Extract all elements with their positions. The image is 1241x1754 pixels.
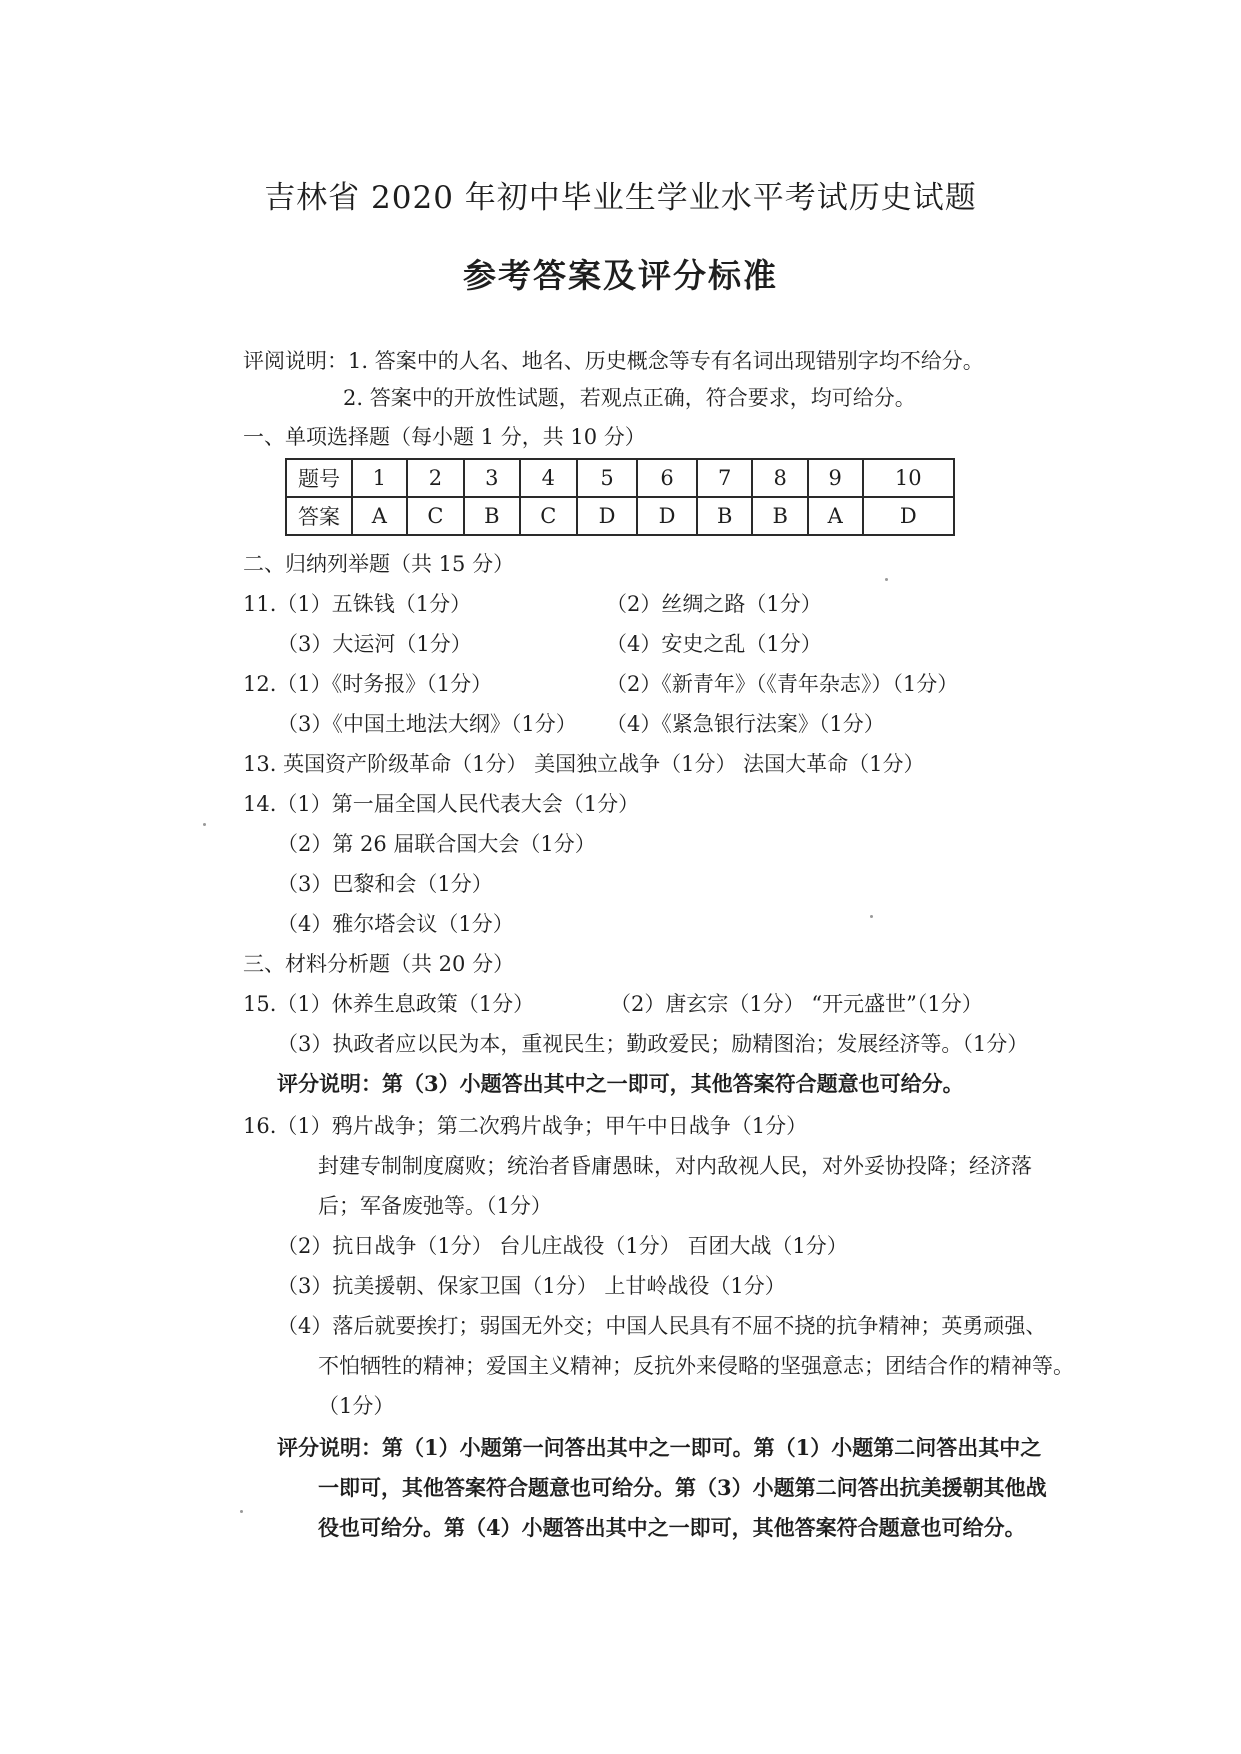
- q14-part1: 14.（1）第一届全国人民代表大会（1分）: [243, 792, 640, 816]
- document-subtitle: 参考答案及评分标准: [463, 256, 778, 295]
- q14-part4: （4）雅尔塔会议（1分）: [277, 912, 514, 936]
- q16-part2: （2）抗日战争（1分） 台儿庄战役（1分） 百团大战（1分）: [277, 1234, 848, 1258]
- q13: 13. 英国资产阶级革命（1分） 美国独立战争（1分） 法国大革命（1分）: [243, 752, 925, 776]
- row-label-answer: 答案: [286, 497, 352, 535]
- q16-part1-reason-cont: 后；军备废弛等。（1分）: [318, 1194, 552, 1218]
- q16-scoring-note-3: 役也可给分。第（4）小题答出其中之一即可，其他答案符合题意也可给分。: [318, 1515, 1026, 1540]
- answer-cell: A: [352, 497, 407, 535]
- answer-cell: D: [637, 497, 697, 535]
- question-number: 3: [464, 459, 519, 497]
- table-row-answers: [286, 497, 954, 535]
- row-label-number: 题号: [286, 459, 352, 497]
- q11-part4: （4）安史之乱（1分）: [606, 632, 822, 656]
- scan-speck: [885, 578, 888, 581]
- section1-heading: 一、单项选择题（每小题 1 分，共 10 分）: [243, 425, 646, 449]
- q16-part4: （4）落后就要挨打；弱国无外交；中国人民具有不屈不挠的抗争精神；英勇顽强、: [277, 1314, 1047, 1338]
- question-number: 2: [407, 459, 465, 497]
- q14-part3: （3）巴黎和会（1分）: [277, 872, 493, 896]
- q12-part2: （2）《新青年》（《青年杂志》）（1分）: [606, 672, 959, 696]
- answer-cell: C: [520, 497, 578, 535]
- q16-part3: （3）抗美援朝、保家卫国（1分） 上甘岭战役（1分）: [277, 1274, 786, 1298]
- scan-speck: [240, 1510, 243, 1513]
- table-row-numbers: [286, 459, 954, 497]
- q15-part3: （3）执政者应以民为本，重视民生；勤政爱民；励精图治；发展经济等。（1分）: [277, 1032, 1029, 1056]
- q16-part4-cont: 不怕牺牲的精神；爱国主义精神；反抗外来侵略的坚强意志；团结合作的精神等。: [318, 1354, 1074, 1378]
- q15-part1: 15.（1）休养生息政策（1分）: [243, 992, 535, 1016]
- q11-part3: （3）大运河（1分）: [277, 632, 472, 656]
- q16-scoring-note-1: 评分说明：第（1）小题第一问答出其中之一即可。第（1）小题第二问答出其中之: [277, 1435, 1042, 1460]
- answer-cell: B: [697, 497, 752, 535]
- answer-cell: B: [752, 497, 807, 535]
- q15-scoring-note: 评分说明：第（3）小题答出其中之一即可，其他答案符合题意也可给分。: [277, 1071, 964, 1096]
- answer-cell: C: [407, 497, 465, 535]
- q16-part1: 16.（1）鸦片战争；第二次鸦片战争；甲午中日战争（1分）: [243, 1114, 808, 1138]
- question-number: 6: [637, 459, 697, 497]
- answer-cell: D: [863, 497, 954, 535]
- grading-notes: [243, 347, 984, 375]
- section2-heading: 二、归纳列举题（共 15 分）: [243, 552, 515, 576]
- answer-cell: D: [577, 497, 637, 535]
- document-title: 吉林省 2020 年初中毕业生学业水平考试历史试题: [264, 180, 977, 216]
- q12-part4: （4）《紧急银行法案》（1分）: [606, 712, 885, 736]
- q12-part1: 12.（1）《时务报》（1分）: [243, 672, 493, 696]
- question-number: 7: [697, 459, 752, 497]
- grading-note-1: 1. 答案中的人名、地名、历史概念等专有名词出现错别字均不给分。: [348, 349, 984, 373]
- section3-heading: 三、材料分析题（共 20 分）: [243, 952, 515, 976]
- question-number: 5: [577, 459, 637, 497]
- question-number: 8: [752, 459, 807, 497]
- q15-part2: （2）唐玄宗（1分） “开元盛世”（1分）: [610, 992, 983, 1016]
- q11-part1: 11.（1）五铢钱（1分）: [243, 592, 472, 616]
- question-number: 1: [352, 459, 407, 497]
- question-number: 9: [808, 459, 863, 497]
- scan-speck: [203, 823, 206, 826]
- answer-table: [285, 458, 955, 536]
- scan-speck: [870, 915, 873, 918]
- q16-part4-score: （1分）: [318, 1394, 395, 1418]
- question-number: 4: [520, 459, 578, 497]
- grading-notes-label: 评阅说明：: [243, 349, 348, 373]
- q16-scoring-note-2: 一即可，其他答案符合题意也可给分。第（3）小题第二问答出抗美援朝其他战: [318, 1475, 1047, 1500]
- grading-note-2: 2. 答案中的开放性试题，若观点正确，符合要求，均可给分。: [343, 386, 916, 410]
- q16-part1-reason: 封建专制制度腐败；统治者昏庸愚昧，对内敌视人民，对外妥协投降；经济落: [318, 1154, 1032, 1178]
- q11-part2: （2）丝绸之路（1分）: [606, 592, 822, 616]
- question-number: 10: [863, 459, 954, 497]
- q14-part2: （2）第 26 届联合国大会（1分）: [277, 832, 596, 856]
- answer-cell: B: [464, 497, 519, 535]
- answer-cell: A: [808, 497, 863, 535]
- q12-part3: （3）《中国土地法大纲》（1分）: [277, 712, 577, 736]
